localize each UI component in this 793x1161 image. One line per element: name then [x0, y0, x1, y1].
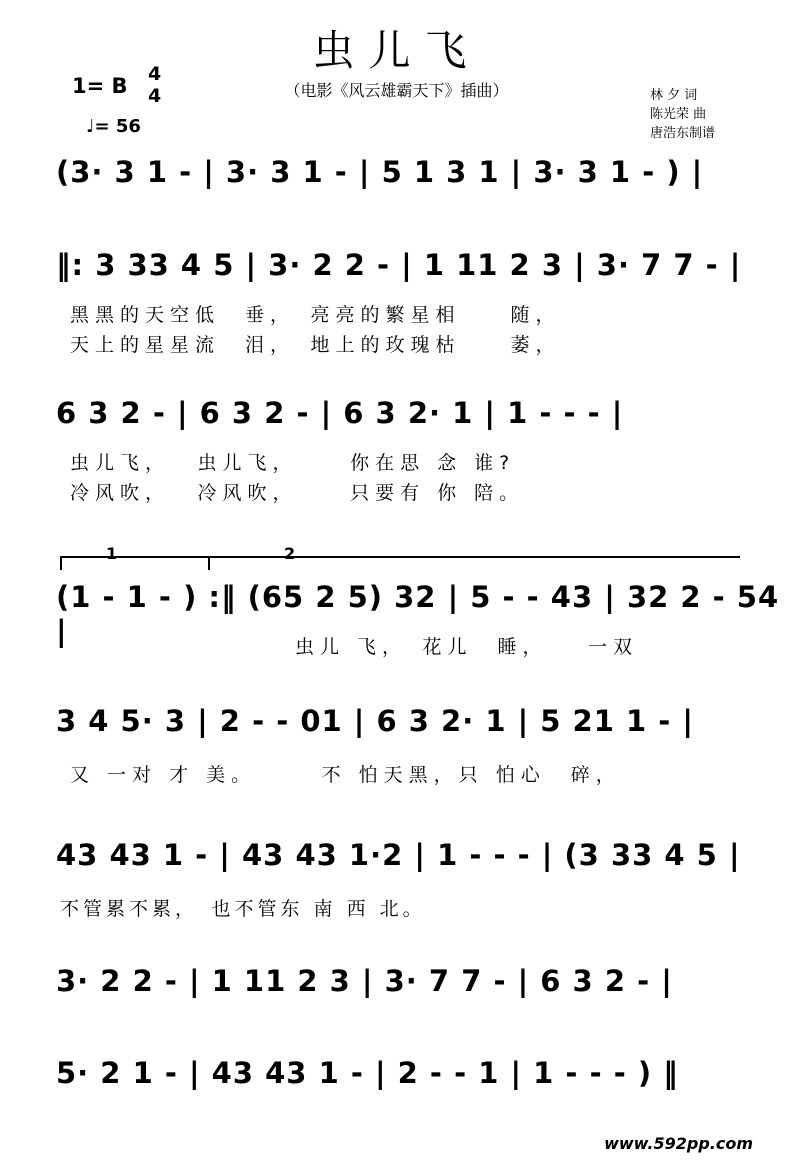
- lyrics-row-4: 虫儿 飞， 花儿 睡， 一双: [70, 636, 639, 658]
- notes-row-4: (1 - 1 - ) :‖ (65 2 5) 32 | 5 - - 43 | 32 2 - 54 |: [56, 580, 780, 648]
- volta-2-label: 2: [284, 544, 296, 563]
- volta-1-line: [60, 556, 208, 558]
- volta-1-label: 1: [106, 544, 118, 563]
- volta-1-hook: [60, 556, 62, 570]
- time-bottom: 4: [148, 85, 162, 107]
- notes-row-5: 3 4 5· 3 | 2 - - 01 | 6 3 2· 1 | 5 21 1 - |: [56, 704, 695, 738]
- notes-row-1: (3· 3 1 - | 3· 3 1 - | 5 1 3 1 | 3· 3 1 - ) |: [56, 155, 704, 189]
- credits: [650, 86, 715, 143]
- lyrics-row-6: 不管累不累， 也不管东 南 西 北。: [60, 898, 426, 920]
- notes-row-7: 3· 2 2 - | 1 11 2 3 | 3· 7 7 - | 6 3 2 - |: [56, 964, 673, 998]
- time-top: 4: [148, 63, 162, 85]
- key-signature: 1= B: [72, 74, 128, 98]
- volta-2-hook: [208, 556, 210, 570]
- lyrics-row-2-verse-1: 黑黑的天空低 垂， 亮亮的繁星相 随，: [70, 304, 561, 326]
- notes-row-3: 6 3 2 - | 6 3 2 - | 6 3 2· 1 | 1 - - - |: [56, 396, 624, 430]
- composer: 陈光荣 曲: [650, 107, 707, 122]
- notes-row-6: 43 43 1 - | 43 43 1·2 | 1 - - - | (3 33 4 5 |: [56, 838, 741, 872]
- lyricist: 林 夕 词: [650, 88, 698, 103]
- lyrics-row-3-verse-2: 冷风吹， 冷风吹， 只要有 你 陪。: [70, 482, 525, 504]
- tempo-mark: ♩= 56: [86, 116, 141, 137]
- website-watermark: www.592pp.com: [604, 1134, 753, 1153]
- time-signature: [148, 63, 161, 107]
- notes-row-2: ‖: 3 33 4 5 | 3· 2 2 - | 1 11 2 3 | 3· 7 7 - |: [56, 248, 742, 282]
- notes-row-8: 5· 2 1 - | 43 43 1 - | 2 - - 1 | 1 - - - ) ‖: [56, 1056, 679, 1090]
- lyrics-row-2-verse-2: 天上的星星流 泪， 地上的玫瑰枯 萎，: [70, 334, 561, 356]
- transcriber: 唐浩东制谱: [650, 126, 716, 141]
- lyrics-row-3-verse-1: 虫儿飞， 虫儿飞， 你在思 念 谁?: [70, 452, 516, 474]
- song-subtitle: （电影《风云雄霸天下》插曲）: [284, 81, 509, 100]
- lyrics-row-5: 又 一对 才 美。 不 怕天黑，只 怕心 碎，: [70, 764, 621, 786]
- song-title: 虫儿飞: [312, 26, 481, 75]
